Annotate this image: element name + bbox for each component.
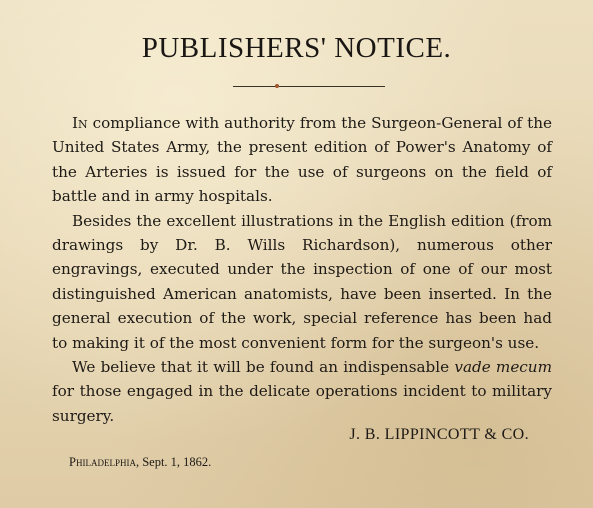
title-rule (233, 86, 385, 87)
publisher-signature: J. B. LIPPINCOTT & CO. (349, 426, 529, 443)
paragraph-1-text: compliance with authority from the Surgeon-General of the United States Army, the present edition of Power's Anatomy of the Arteries is issued for the use of surgeons on the field of battle and in army hospitals. (52, 114, 553, 206)
vade-mecum-phrase: vade mecum (454, 358, 552, 377)
page-title: PUBLISHERS' NOTICE. (141, 32, 452, 64)
ink-spot (275, 84, 279, 88)
dateline-place: Philadelphia, (69, 455, 140, 469)
paragraph-3-text-a: We believe that it will be found an indispensable (72, 358, 450, 377)
paragraph-2: Besides the excellent illustrations in the English edition (from drawings by Dr. B. Wills Richardson), numerous other engravings, executed under the inspection of one of our most distinguished American anatomists, have been inserted. In the general execution of the work, special reference has been had to making it of the most convenient form for the surgeon's use. (52, 211, 552, 352)
paragraph-1-lead-in: In (72, 114, 88, 132)
paragraph-3 (52, 355, 552, 428)
paragraph-3-text-b: for those engaged in the delicate operations incident to military surgery. (52, 382, 552, 425)
paragraph-1 (52, 111, 552, 209)
dateline (69, 455, 211, 470)
notice-body (52, 111, 552, 428)
dateline-date: Sept. 1, 1862. (142, 455, 212, 469)
